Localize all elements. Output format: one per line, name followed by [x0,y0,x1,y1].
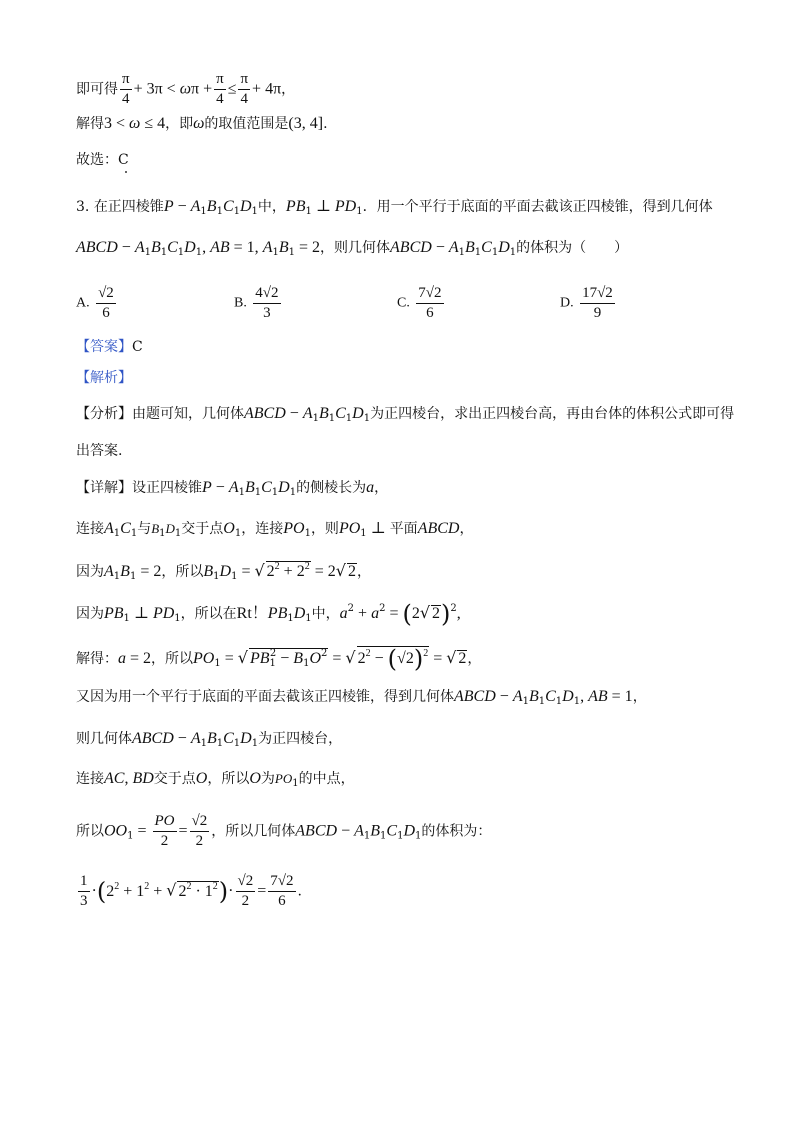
detail-line-8: 连接AC, BD交于点O，所以O为$PO_1$的中点， [76,770,355,789]
fraction: $\frac{√2}{2}$ [237,873,254,909]
answer-tag: 【答案】 [76,339,132,355]
choose-line: 故选：C [76,152,129,168]
fraction: $\frac{√2}{2}$ [191,813,208,849]
option-d[interactable]: D. $\frac{17√2}{9}$ [560,285,613,321]
option-b[interactable]: B. $\frac{4√2}{3}$ [234,285,279,321]
answer-line [76,340,143,354]
fraction: $\frac{\pi}{4}$ [122,71,130,107]
fraction: $\frac{PO}{2}$ [154,813,175,849]
option-a-value: $\frac{√2}{6}$ [98,285,114,321]
analysis-title: 【解析】 [76,370,132,386]
fraction: $\frac{\pi}{4}$ [240,71,249,107]
option-b-value: $\frac{4√2}{3}$ [255,285,279,321]
detail-line-10: $\frac{1}{3}$ $\cdot(2^2 + 1^2$ + √ $2^2 \cdot 1^2)\cdot$ $\frac{√2}{2}$ = $\frac{7√2}{6}$ . [80,873,302,909]
detail-line-6: 又因为用一个平行于底面的平面去截该正四棱锥，得到几何体ABCD − $A_1B_1C_1D_1$, AB = 1， [76,688,647,707]
question-stem-1: 3. 在正四棱锥$P - A_1B_1C_1D_1$中，$PB_1$ ⊥ $PD_1$．用一个平行于底面的平面去截该正四棱锥，得到几何体 [76,198,713,217]
detail-line-5: 解得：a = 2，所以$PO_1$ = √ $PB_1^2 - B_1O^2$ = √ $2^2 - (√2)^2$ = √ 2， [76,645,482,673]
answer-value: C [132,339,143,355]
question-stem-2: ABCD − $A_1B_1C_1D_1$, AB = 1, $A_1B_1 = 2$，则几何体ABCD − $A_1B_1C_1D_1$的体积为（ ） [76,239,629,258]
intro-line-2: 解得3 < ω ≤ 4，即ω的取值范围是(3, 4]. [76,115,328,132]
detail-line-9: 所以$OO_1$ = $\frac{PO}{2}$ = $\frac{√2}{2}$ ，所以几何体ABCD − $A_1B_1C_1D_1$的体积为： [76,813,492,849]
detail-line-7: 则几何体ABCD − $A_1B_1C_1D_1$为正四棱台， [76,730,343,749]
fraction: $\frac{1}{3}$ [80,873,88,909]
option-c[interactable]: C. $\frac{7√2}{6}$ [397,285,442,321]
option-d-value: $\frac{17√2}{9}$ [582,285,613,321]
detail-line-4: 因为$PB_1$ ⊥ $PD_1$，所以在Rt！$PB_1D_1$中，$a^2 + a^2 = (2√$ 2)$^2$, [76,600,461,628]
option-a[interactable]: A. $\frac{√2}{6}$ [76,285,114,321]
detail-line-2: 连接$A_1C_1$与$B_1D_1$交于点$O_1$，连接$PO_1$，则$PO_1$ ⊥ 平面ABCD， [76,520,474,539]
stray-dot [125,171,127,173]
intro-line-1: 即可得 $\frac{\pi}{4}$ + 3π < ωπ + $\frac{\pi}{4}$ ≤ $\frac{\pi}{4}$ + 4π， [76,71,296,107]
fraction: $\frac{\pi}{4}$ [216,71,224,107]
option-c-value: $\frac{7√2}{6}$ [418,285,442,321]
fraction: $\frac{7√2}{6}$ [270,873,294,909]
detail-line-3: 因为$A_1B_1 = 2$，所以$B_1D_1$ = √ $2^2 + 2^2 = 2√$ 2， [76,561,371,582]
detail-line-1: 【详解】设正四棱锥$P - A_1B_1C_1D_1$的侧棱长为a， [76,479,389,498]
fenxi-line-1: 【分析】由题可知，几何体ABCD − $A_1B_1C_1D_1$为正四棱台，求出正四棱台高，再由台体的体积公式即可得 [76,405,735,424]
fenxi-line-2: 出答案. [76,443,123,459]
